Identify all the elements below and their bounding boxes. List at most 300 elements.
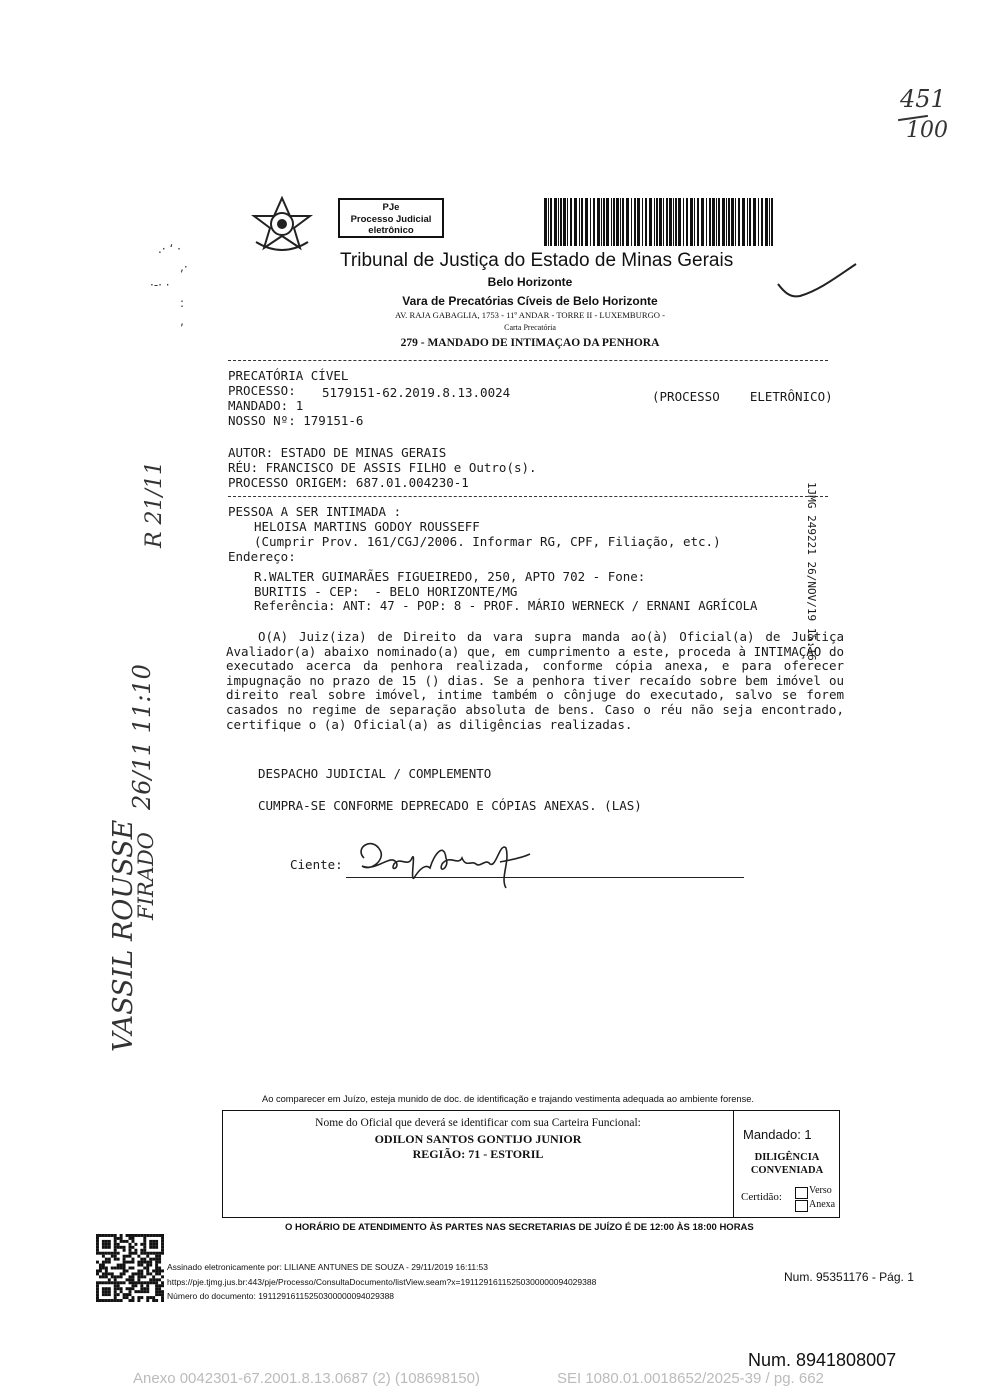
qr-module (129, 1290, 132, 1293)
qr-module (123, 1258, 126, 1261)
qr-module (126, 1293, 129, 1296)
barcode-bar (611, 198, 612, 246)
officer-box (222, 1110, 840, 1218)
qr-module (123, 1249, 126, 1252)
qr-module (105, 1290, 108, 1293)
qr-module (158, 1261, 161, 1264)
barcode-bar (560, 198, 562, 246)
barcode-bar (678, 198, 681, 246)
anexa-label: Anexa (809, 1199, 836, 1210)
qr-module (105, 1261, 108, 1264)
diligencia-line: CONVENIADA (750, 1165, 824, 1176)
pje-badge (338, 198, 444, 238)
qr-module (137, 1296, 140, 1299)
qr-module (152, 1275, 155, 1278)
barcode-bar (631, 198, 632, 246)
qr-module (152, 1278, 155, 1281)
qr-module (114, 1278, 117, 1281)
qr-module (155, 1293, 158, 1296)
qr-module (129, 1234, 132, 1237)
qr-module (102, 1293, 105, 1296)
barcode-bar (613, 198, 615, 246)
qr-module (105, 1275, 108, 1278)
qr-module (146, 1252, 149, 1255)
qr-module (137, 1275, 140, 1278)
qr-module (120, 1290, 123, 1293)
qr-module (120, 1287, 123, 1290)
qr-module (131, 1246, 134, 1249)
qr-module (149, 1261, 152, 1264)
qr-module (117, 1252, 120, 1255)
qr-module (152, 1281, 155, 1284)
page-annotation-bottom: 100 (906, 118, 948, 143)
qr-module (131, 1275, 134, 1278)
qr-module (158, 1287, 161, 1290)
qr-module (117, 1243, 120, 1246)
qr-module (161, 1237, 164, 1240)
barcode-bar (563, 198, 566, 246)
document-url[interactable]: https://pje.tjmg.jus.br:443/pje/Processo/ConsultaDocumento/listView.seam?x=19112916115250300000094029388 (167, 1277, 597, 1287)
address-line: BURITIS - CEP: - BELO HORIZONTE/MG (254, 584, 518, 599)
barcode-bar (606, 198, 609, 246)
qr-module (143, 1261, 146, 1264)
barcode-bar (649, 198, 652, 246)
qr-module (140, 1264, 143, 1267)
qr-module (108, 1243, 111, 1246)
qr-module (137, 1269, 140, 1272)
qr-module (155, 1234, 158, 1237)
barcode-bar (735, 198, 736, 246)
qr-module (111, 1252, 114, 1255)
qr-module (99, 1269, 102, 1272)
barcode-bar (697, 198, 699, 246)
qr-module (120, 1299, 123, 1302)
qr-module (131, 1267, 134, 1270)
address-line: R.WALTER GUIMARÃES FIGUEIREDO, 250, APTO 702 - Fone: (254, 569, 646, 584)
qr-module (105, 1243, 108, 1246)
qr-module (155, 1258, 158, 1261)
barcode-bar (626, 198, 629, 246)
qr-module (158, 1269, 161, 1272)
qr-module (146, 1296, 149, 1299)
pje-badge-line: eletrônico (368, 225, 414, 236)
case-kind: PRECATÓRIA CÍVEL (228, 368, 349, 383)
qr-code (96, 1234, 164, 1302)
qr-module (108, 1272, 111, 1275)
qr-module (143, 1249, 146, 1252)
box-divider (733, 1111, 734, 1217)
barcode-bar (603, 198, 605, 246)
qr-module (108, 1261, 111, 1264)
qr-module (99, 1234, 102, 1237)
qr-module (114, 1249, 117, 1252)
barcode-bar (761, 198, 763, 246)
qr-module (129, 1252, 132, 1255)
barcode-bar (581, 198, 583, 246)
qr-module (108, 1234, 111, 1237)
qr-module (149, 1264, 152, 1267)
qr-module (137, 1278, 140, 1281)
qr-module (108, 1252, 111, 1255)
processo-origem: PROCESSO ORIGEM: 687.01.004230-1 (228, 475, 469, 490)
qr-module (108, 1258, 111, 1261)
barcode-bar (673, 198, 674, 246)
qr-module (155, 1281, 158, 1284)
qr-module (149, 1281, 152, 1284)
qr-module (155, 1290, 158, 1293)
qr-module (143, 1281, 146, 1284)
officer-region: REGIÃO: 71 - ESTORIL (412, 1147, 544, 1161)
qr-module (131, 1287, 134, 1290)
qr-module (114, 1275, 117, 1278)
barcode-bar (701, 198, 704, 246)
annex-label: Anexo 0042301-67.2001.8.13.0687 (2) (108698150) (133, 1370, 480, 1387)
qr-graphic (96, 1234, 164, 1302)
qr-module (99, 1299, 102, 1302)
reu-line: RÉU: FRANCISCO DE ASSIS FILHO e Outro(s). (228, 460, 537, 475)
qr-module (161, 1296, 164, 1299)
qr-module (117, 1287, 120, 1290)
qr-module (161, 1290, 164, 1293)
signature-icon (350, 828, 540, 894)
qr-module (131, 1234, 134, 1237)
barcode-bar (548, 198, 549, 246)
qr-module (117, 1264, 120, 1267)
barcode-graphic (544, 198, 774, 246)
barcode-bar (722, 198, 725, 246)
qr-module (152, 1246, 155, 1249)
qr-module (155, 1246, 158, 1249)
document-number: Número do documento: 19112916115250300000094029388 (167, 1291, 395, 1301)
qr-module (152, 1299, 155, 1302)
qr-module (96, 1252, 99, 1255)
qr-module (131, 1281, 134, 1284)
qr-module (161, 1252, 164, 1255)
barcode-bar (642, 198, 643, 246)
qr-module (108, 1287, 111, 1290)
barcode-bar (550, 198, 552, 246)
qr-module (102, 1299, 105, 1302)
qr-module (155, 1269, 158, 1272)
qr-module (143, 1290, 146, 1293)
barcode-bar (634, 198, 636, 246)
barcode-bar (686, 198, 688, 246)
qr-module (126, 1287, 129, 1290)
qr-module (117, 1281, 120, 1284)
qr-module (149, 1246, 152, 1249)
qr-module (149, 1258, 152, 1261)
barcode-bar (675, 198, 677, 246)
qr-module (123, 1246, 126, 1249)
qr-module (140, 1249, 143, 1252)
qr-module (105, 1269, 108, 1272)
qr-module (120, 1240, 123, 1243)
qr-module (146, 1290, 149, 1293)
qr-module (146, 1264, 149, 1267)
qr-module (114, 1246, 117, 1249)
intimada-name: HELOISA MARTINS GODOY ROUSSEFF (254, 519, 480, 534)
qr-module (137, 1264, 140, 1267)
qr-module (152, 1234, 155, 1237)
body-paragraph: O(A) Juiz(iza) de Direito da vara supra manda ao(à) Oficial(a) de Justiça Avaliador(a) abaixo nominado(a) que, em cumprimento a este, proceda à INTIMAÇÃO do executado acerca da penhora realizada, conforme cópia anexa, e para oferecer impugnação no prazo de 15 () dias. Se a penhora tiver recaído sobre bem imóvel ou direito real sobre imóvel, intime também o cônjuge do executado, salvo se forem casados no regime de separação absoluta de bens. Caso o réu não seja encontrado, certifique o (a) Oficial(a) as diligências realizadas. (226, 629, 844, 732)
qr-module (96, 1284, 99, 1287)
reference-line: Referência: ANT: 47 - POP: 8 - PROF. MÁRIO WERNECK / ERNANI AGRÍCOLA (254, 599, 758, 613)
qr-module (111, 1272, 114, 1275)
barcode-bar (654, 198, 655, 246)
verso-checkbox[interactable] (795, 1187, 808, 1199)
qr-module (146, 1261, 149, 1264)
qr-module (96, 1281, 99, 1284)
qr-module (99, 1281, 102, 1284)
court-title: Tribunal de Justiça do Estado de Minas Gerais (340, 250, 734, 271)
barcode-bar (771, 198, 773, 246)
qr-module (123, 1272, 126, 1275)
qr-module (102, 1267, 105, 1270)
qr-module (99, 1252, 102, 1255)
barcode-bar (622, 198, 624, 246)
barcode-bar (712, 198, 715, 246)
qr-module (105, 1234, 108, 1237)
qr-module (108, 1299, 111, 1302)
qr-module (161, 1299, 164, 1302)
qr-module (129, 1293, 132, 1296)
qr-module (99, 1267, 102, 1270)
qr-module (131, 1237, 134, 1240)
qr-module (134, 1249, 137, 1252)
qr-module (96, 1293, 99, 1296)
qr-module (102, 1255, 105, 1258)
barcode-bar (718, 198, 720, 246)
qr-module (105, 1267, 108, 1270)
qr-module (137, 1255, 140, 1258)
barcode-bar (659, 198, 662, 246)
barcode-bar (731, 198, 734, 246)
qr-module (96, 1296, 99, 1299)
doc-title: 279 - MANDADO DE INTIMAÇAO DA PENHORA (400, 337, 660, 349)
qr-module (158, 1258, 161, 1261)
qr-module (102, 1246, 105, 1249)
qr-module (108, 1293, 111, 1296)
barcode-bar (597, 198, 600, 246)
qr-module (129, 1275, 132, 1278)
qr-module (152, 1296, 155, 1299)
qr-module (146, 1269, 149, 1272)
qr-module (129, 1281, 132, 1284)
qr-module (108, 1281, 111, 1284)
qr-module (120, 1234, 123, 1237)
qr-module (155, 1278, 158, 1281)
qr-module (96, 1240, 99, 1243)
qr-module (114, 1258, 117, 1261)
qr-module (149, 1278, 152, 1281)
verso-label: Verso (809, 1185, 832, 1196)
margin-name: VASSIL ROUSSE (108, 819, 139, 1052)
qr-module (140, 1269, 143, 1272)
qr-module (108, 1246, 111, 1249)
barcode-bar (656, 198, 658, 246)
box-mandado: Mandado: 1 (743, 1127, 812, 1142)
barcode-bar (749, 198, 751, 246)
pje-badge-line: PJe (382, 202, 400, 213)
qr-module (158, 1267, 161, 1270)
qr-module (143, 1258, 146, 1261)
qr-module (114, 1290, 117, 1293)
qr-module (158, 1290, 161, 1293)
qr-module (161, 1243, 164, 1246)
qr-module (131, 1299, 134, 1302)
num-label: Num. 8941808007 (748, 1350, 897, 1370)
qr-module (126, 1261, 129, 1264)
barcode-bar (558, 198, 559, 246)
barcode (544, 198, 774, 246)
qr-module (111, 1267, 114, 1270)
qr-module (96, 1272, 99, 1275)
notice-hours: O HORÁRIO DE ATENDIMENTO ÀS PARTES NAS SECRETARIAS DE JUÍZO É DE 12:00 ÀS 18:00 HORAS (285, 1222, 754, 1233)
qr-module (161, 1284, 164, 1287)
qr-module (143, 1237, 146, 1240)
qr-module (155, 1252, 158, 1255)
qr-module (129, 1237, 132, 1240)
qr-module (114, 1240, 117, 1243)
qr-module (102, 1272, 105, 1275)
qr-module (155, 1255, 158, 1258)
qr-module (102, 1281, 105, 1284)
qr-module (114, 1267, 117, 1270)
qr-module (140, 1290, 143, 1293)
barcode-bar (706, 198, 707, 246)
qr-module (96, 1237, 99, 1240)
anexa-checkbox[interactable] (795, 1200, 808, 1212)
barcode-bar (645, 198, 647, 246)
qr-module (143, 1243, 146, 1246)
qr-module (123, 1296, 126, 1299)
qr-module (146, 1299, 149, 1302)
qr-module (149, 1252, 152, 1255)
qr-module (140, 1234, 143, 1237)
qr-module (155, 1261, 158, 1264)
qr-module (126, 1278, 129, 1281)
qr-module (96, 1243, 99, 1246)
qr-module (123, 1281, 126, 1284)
qr-module (96, 1234, 99, 1237)
certidao-label: Certidão: (741, 1191, 782, 1203)
qr-module (114, 1287, 117, 1290)
mandado-number: MANDADO: 1 (228, 398, 304, 413)
qr-module (102, 1287, 105, 1290)
qr-module (137, 1281, 140, 1284)
qr-module (140, 1275, 143, 1278)
qr-module (158, 1278, 161, 1281)
qr-module (102, 1252, 105, 1255)
qr-module (96, 1287, 99, 1290)
barcode-bar (709, 198, 711, 246)
qr-module (105, 1258, 108, 1261)
doc-kind-label: Carta Precatória (504, 323, 556, 332)
processo-number: 5179151-62.2019.8.13.0024 (322, 385, 511, 400)
qr-module (137, 1261, 140, 1264)
qr-module (123, 1264, 126, 1267)
qr-module (96, 1299, 99, 1302)
qr-module (105, 1287, 108, 1290)
qr-module (140, 1284, 143, 1287)
qr-module (161, 1293, 164, 1296)
barcode-bar (601, 198, 602, 246)
barcode-bar (637, 198, 640, 246)
qr-module (126, 1240, 129, 1243)
qr-module (123, 1293, 126, 1296)
qr-module (123, 1240, 126, 1243)
qr-module (120, 1272, 123, 1275)
qr-module (114, 1234, 117, 1237)
qr-module (102, 1264, 105, 1267)
barcode-bar (690, 198, 693, 246)
qr-module (111, 1281, 114, 1284)
qr-module (129, 1278, 132, 1281)
qr-module (117, 1237, 120, 1240)
qr-module (117, 1267, 120, 1270)
qr-module (155, 1267, 158, 1270)
qr-module (158, 1252, 161, 1255)
stray-marks: .· ‘ · ,· ·-· · : ‚ (150, 242, 188, 328)
page-number: Num. 95351176 - Pág. 1 (784, 1270, 914, 1284)
qr-module (152, 1240, 155, 1243)
barcode-bar (728, 198, 730, 246)
margin-datetime: 26/11 11:10 (128, 664, 156, 810)
divider (228, 496, 828, 497)
qr-module (117, 1275, 120, 1278)
barcode-bar (554, 198, 557, 246)
barcode-bar (544, 198, 547, 246)
qr-module (99, 1275, 102, 1278)
qr-module (102, 1243, 105, 1246)
qr-module (161, 1269, 164, 1272)
qr-module (143, 1267, 146, 1270)
qr-module (140, 1261, 143, 1264)
qr-module (96, 1249, 99, 1252)
qr-module (158, 1284, 161, 1287)
qr-module (137, 1272, 140, 1275)
qr-module (126, 1234, 129, 1237)
barcode-bar (738, 198, 740, 246)
margin-initials: R 21/11 (142, 461, 167, 548)
barcode-bar (742, 198, 745, 246)
qr-module (161, 1234, 164, 1237)
vara-label: Vara de Precatórias Cíveis de Belo Horizonte (402, 294, 658, 308)
despacho-heading: DESPACHO JUDICIAL / COMPLEMENTO (258, 766, 492, 781)
qr-module (102, 1275, 105, 1278)
qr-module (114, 1237, 117, 1240)
qr-module (131, 1278, 134, 1281)
barcode-bar (716, 198, 717, 246)
qr-module (140, 1252, 143, 1255)
qr-module (129, 1249, 132, 1252)
barcode-bar (585, 198, 588, 246)
barcode-bar (694, 198, 695, 246)
qr-module (140, 1296, 143, 1299)
qr-module (143, 1240, 146, 1243)
qr-module (146, 1272, 149, 1275)
qr-module (105, 1246, 108, 1249)
qr-module (108, 1278, 111, 1281)
qr-module (140, 1272, 143, 1275)
qr-module (143, 1252, 146, 1255)
intimada-label: PESSOA A SER INTIMADA : (228, 504, 402, 519)
qr-module (155, 1240, 158, 1243)
qr-module (134, 1252, 137, 1255)
qr-module (126, 1296, 129, 1299)
qr-module (123, 1267, 126, 1270)
ciente-label: Ciente: (290, 857, 343, 872)
